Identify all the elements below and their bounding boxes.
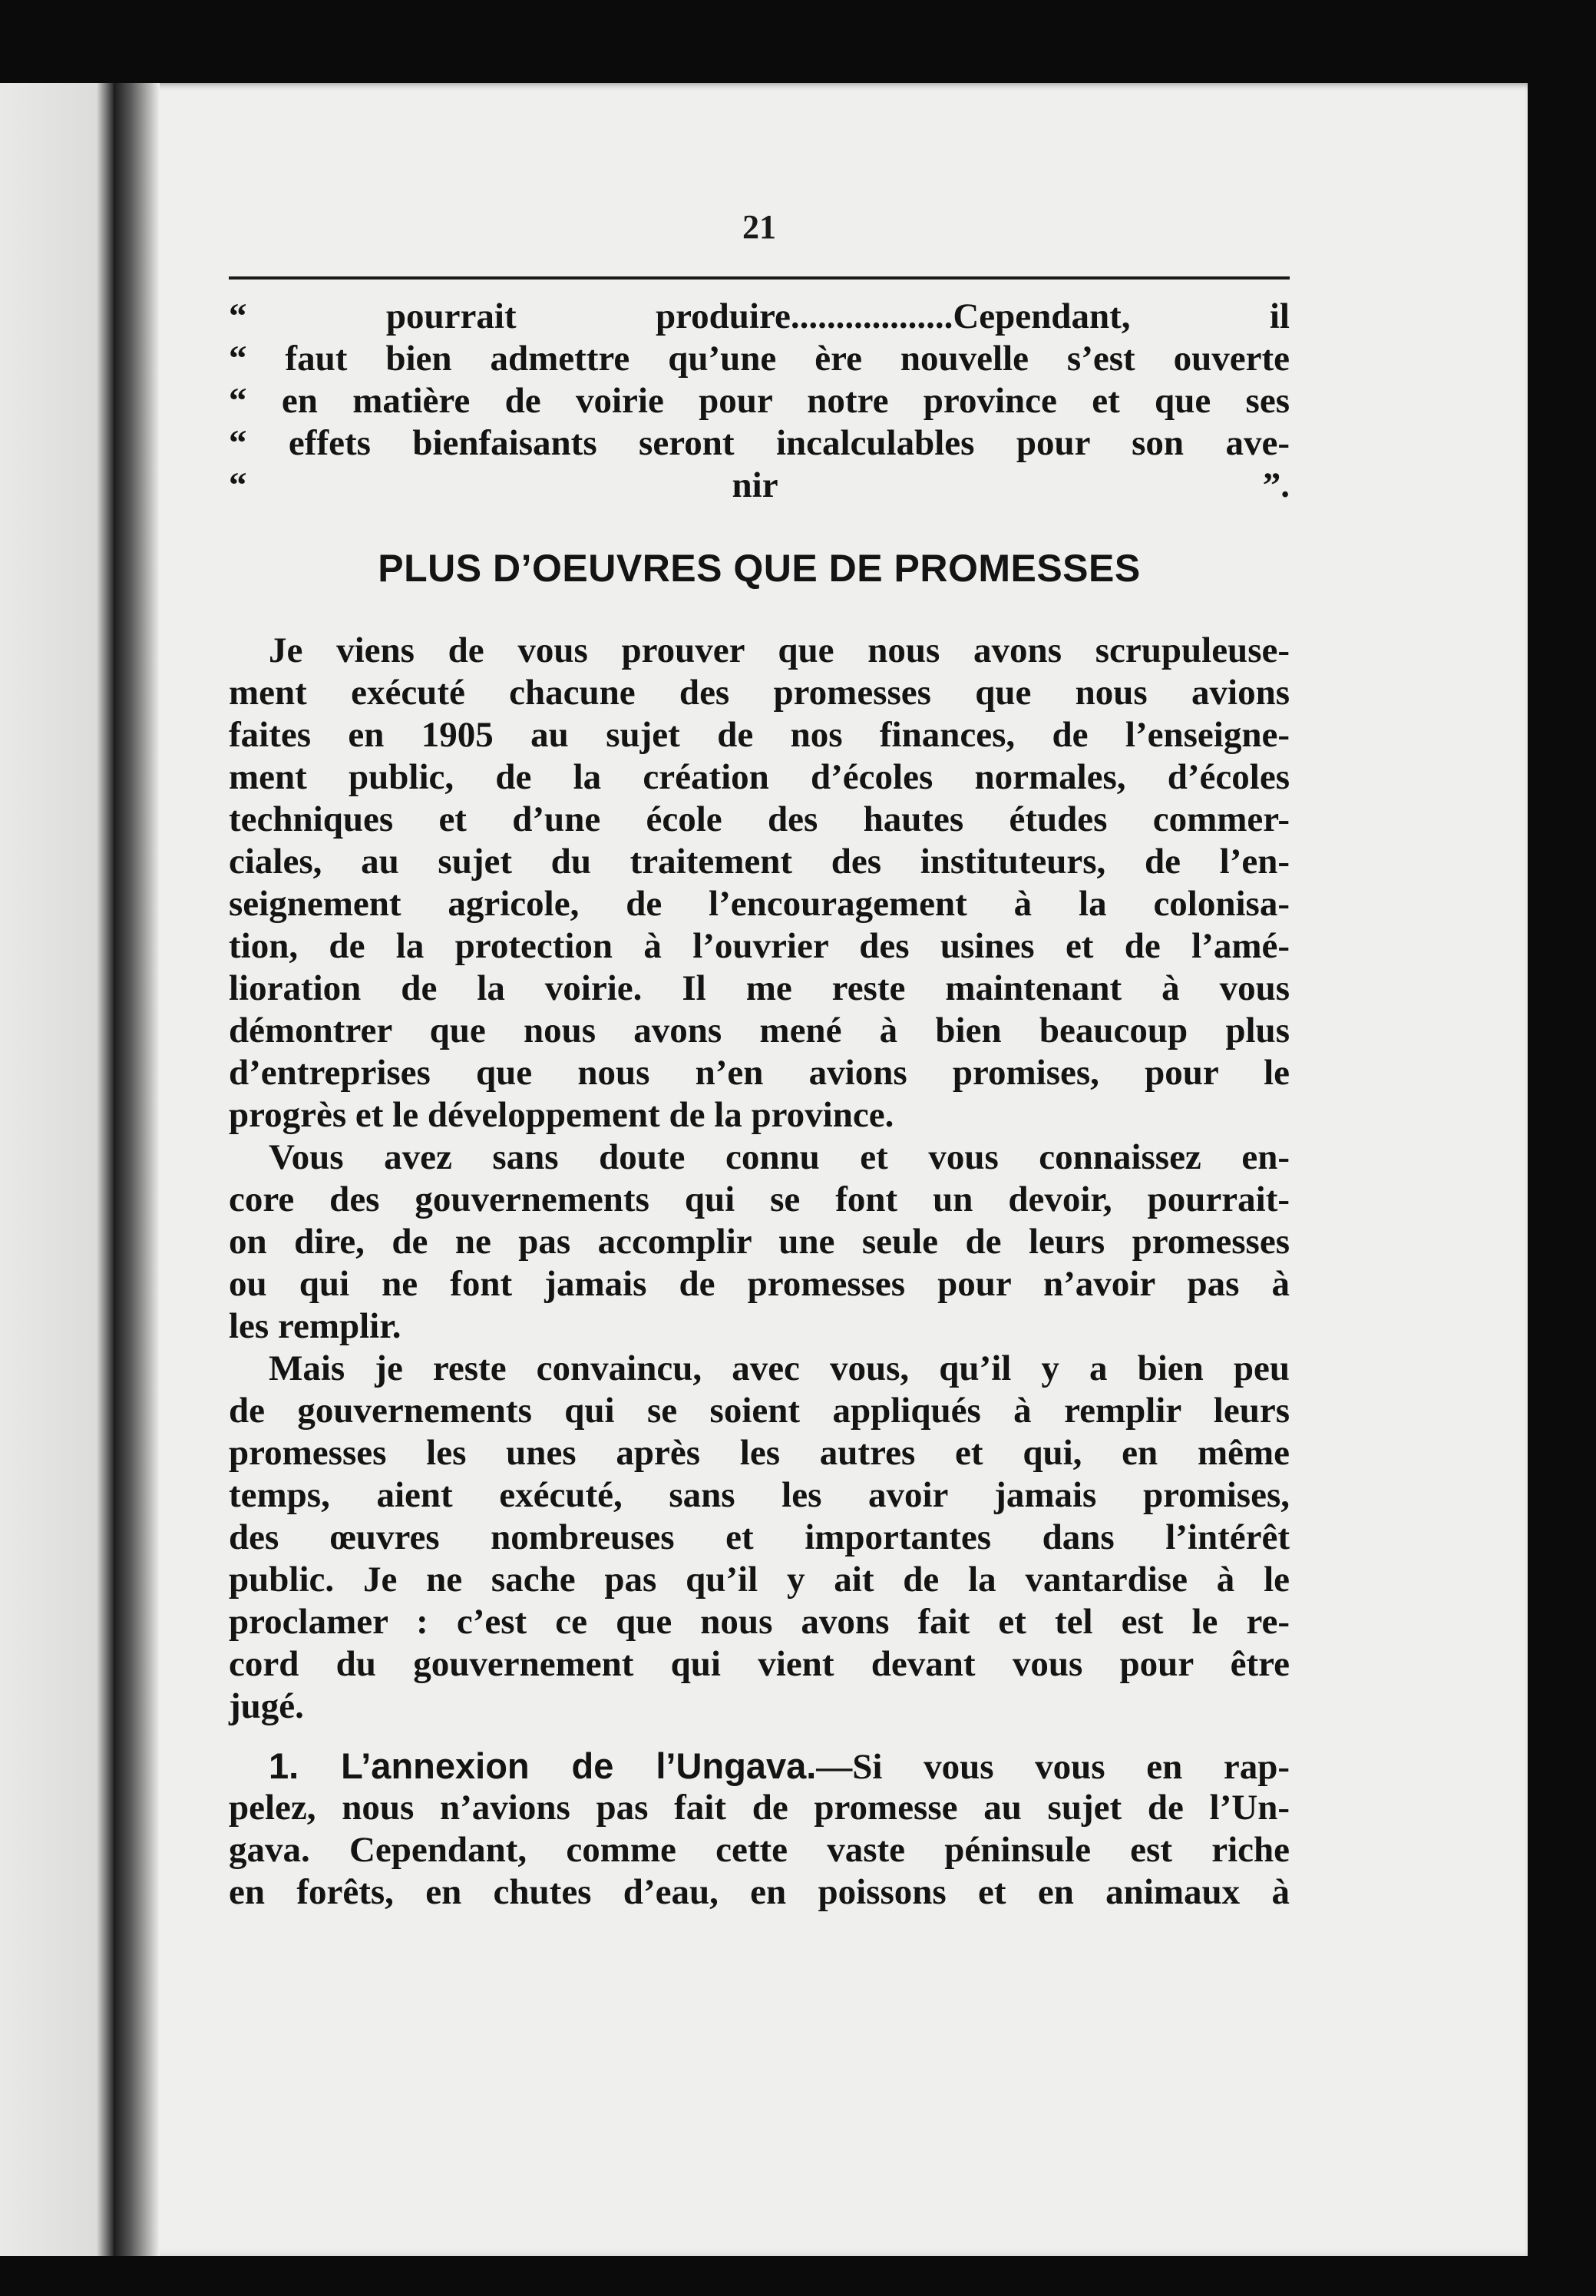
paragraph	[229, 1745, 1290, 1914]
text-line: démontrer que nous avons mené à bien beaucoup plus	[229, 1011, 1290, 1050]
page-binding-shadow	[114, 83, 160, 2256]
facing-page-edge	[0, 83, 114, 2256]
text-line: ciales, au sujet du traitement des instituteurs, de l’en-	[229, 842, 1290, 882]
text-line: lioration de la voirie. Il me reste maintenant à vous	[229, 968, 1290, 1008]
paragraph	[229, 1136, 1290, 1348]
paragraph	[229, 630, 1290, 1136]
quote-line: “ nir ”.	[229, 465, 1290, 505]
quote-line: “ pourrait produire..................Cependant, il	[229, 296, 1290, 336]
text-line: tion, de la protection à l’ouvrier des usines et de l’amé-	[229, 926, 1290, 966]
text-line: des œuvres nombreuses et importantes dans l’intérêt	[229, 1517, 1290, 1557]
section-heading: PLUS D’OEUVRES QUE DE PROMESSES	[378, 547, 1141, 590]
text-line: on dire, de ne pas accomplir une seule de leurs promesses	[229, 1222, 1290, 1262]
text-line: temps, aient exécuté, sans les avoir jamais promises,	[229, 1475, 1290, 1515]
text-line: de gouvernements qui se soient appliqués à remplir leurs	[229, 1391, 1290, 1431]
text-fragment: —Si vous vous en rap-	[816, 1747, 1290, 1787]
text-line: promesses les unes après les autres et qui, en même	[229, 1433, 1290, 1473]
text-line: techniques et d’une école des hautes études commer-	[229, 799, 1290, 839]
quote-line: “ faut bien admettre qu’une ère nouvelle s’est ouverte	[229, 339, 1290, 379]
text-line: core des gouvernements qui se font un devoir, pourrait-	[229, 1179, 1290, 1219]
text-line: ment public, de la création d’écoles normales, d’écoles	[229, 757, 1290, 797]
text-line: public. Je ne sache pas qu’il y ait de la vantardise à le	[229, 1560, 1290, 1600]
text-line: en forêts, en chutes d’eau, en poissons et en animaux à	[229, 1872, 1290, 1912]
quote-line: “ effets bienfaisants seront incalculables pour son ave-	[229, 423, 1290, 463]
paragraph	[229, 1348, 1290, 1728]
text-line: jugé.	[229, 1686, 304, 1726]
text-line: progrès et le développement de la province.	[229, 1095, 894, 1135]
text-line: pelez, nous n’avions pas fait de promesse au sujet de l’Un-	[229, 1788, 1290, 1828]
text-line: Mais je reste convaincu, avec vous, qu’il y a bien peu	[269, 1348, 1290, 1388]
quote-line: “ en matière de voirie pour notre province et que ses	[229, 381, 1290, 421]
text-line: les remplir.	[229, 1306, 401, 1346]
page-number: 21	[742, 208, 776, 246]
text-line: Je viens de vous prouver que nous avons scrupuleuse-	[269, 630, 1290, 670]
text-line: Vous avez sans doute connu et vous connaissez en-	[269, 1137, 1290, 1177]
header-rule	[229, 276, 1290, 280]
text-line: faites en 1905 au sujet de nos finances, de l’enseigne-	[229, 715, 1290, 755]
text-line: ment exécuté chacune des promesses que nous avions	[229, 673, 1290, 713]
text-line: seignement agricole, de l’encouragement à la colonisa-	[229, 884, 1290, 924]
text-line: gava. Cependant, comme cette vaste péninsule est riche	[229, 1830, 1290, 1870]
text-line: ou qui ne font jamais de promesses pour n’avoir pas à	[229, 1264, 1290, 1304]
subsection-title: 1. L’annexion de l’Ungava.	[269, 1745, 817, 1786]
text-line: d’entreprises que nous n’en avions promises, pour le	[229, 1053, 1290, 1093]
text-line	[229, 1745, 1290, 1787]
page-text	[229, 296, 1290, 1914]
text-line: proclamer : c’est ce que nous avons fait et tel est le re-	[229, 1602, 1290, 1642]
scan-border	[114, 2256, 1528, 2296]
quote-block	[229, 296, 1290, 507]
text-line: cord du gouvernement qui vient devant vous pour être	[229, 1644, 1290, 1684]
